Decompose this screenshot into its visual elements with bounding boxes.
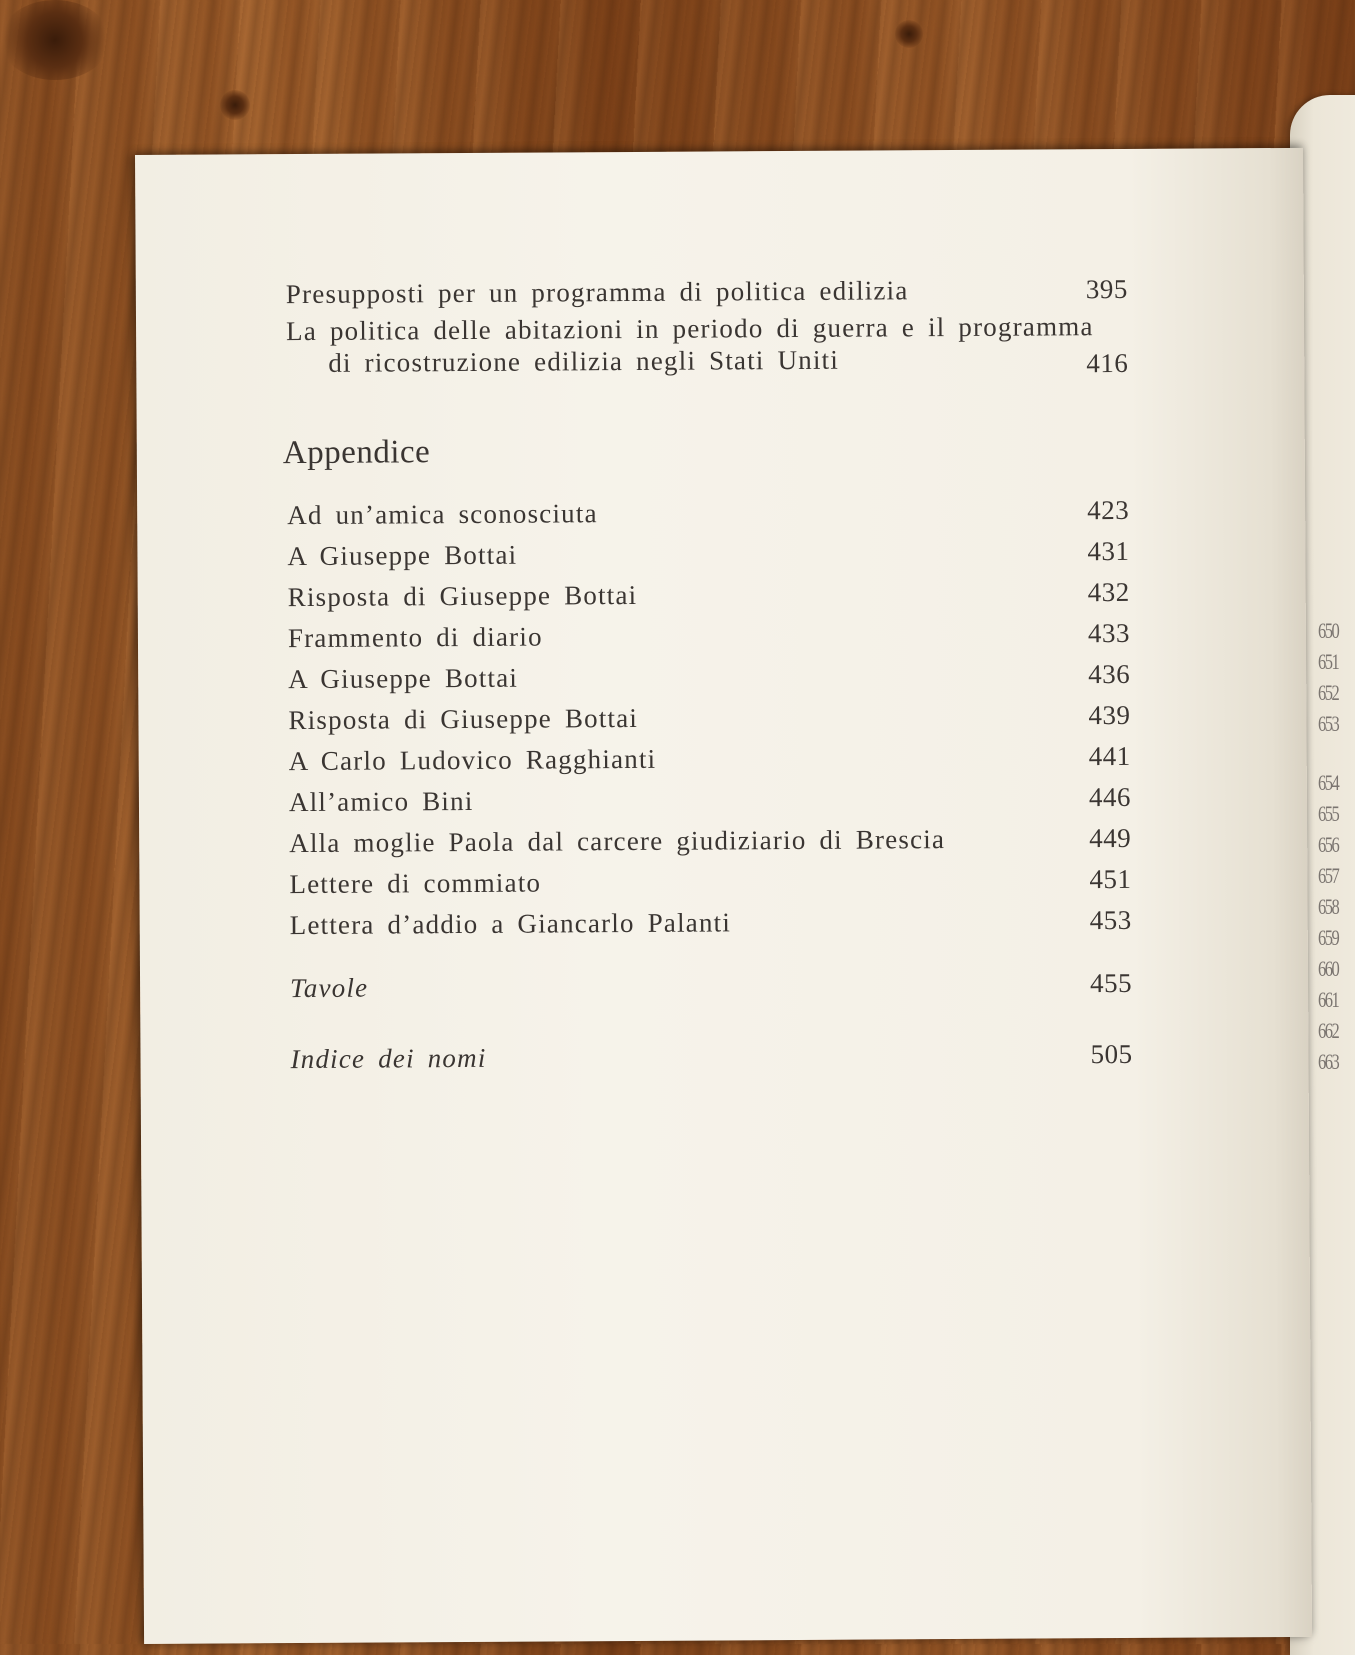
toc-entry-page: 453 [1089, 904, 1132, 936]
toc-entry-title: A Giuseppe Bottai [288, 662, 519, 695]
facing-page-number: 661 [1318, 987, 1339, 1012]
toc-entry-title: Lettere di commiato [289, 867, 542, 900]
toc-entry-title: A Carlo Ludovico Ragghianti [288, 743, 657, 777]
toc-entry-page: 431 [1087, 535, 1130, 567]
toc-entry-title-line2: di ricostruzione edilizia negli Stati Uniti [328, 344, 840, 378]
facing-page-number: 654 [1318, 770, 1339, 795]
wood-knot [220, 90, 250, 120]
toc-entry [289, 777, 1139, 823]
toc-entry-page: 455 [1089, 967, 1133, 999]
table-of-contents [282, 269, 1141, 1080]
facing-page-numbers [1318, 615, 1348, 1077]
toc-entry-page: 449 [1089, 822, 1132, 854]
toc-entry-title: A Giuseppe Bottai [287, 539, 518, 572]
toc-entry-title: Frammento di diario [287, 621, 543, 654]
toc-entry-title: Alla moglie Paola dal carcere giudiziario di Brescia [289, 824, 946, 859]
toc-entry-page: 432 [1087, 576, 1130, 608]
facing-page-number: 660 [1318, 956, 1339, 981]
toc-entry-title: Presupposti per un programma di politica edilizia [285, 275, 909, 310]
facing-page-number: 655 [1318, 801, 1339, 826]
toc-entry [288, 695, 1138, 741]
toc-entry [288, 613, 1138, 659]
toc-entry-page: 416 [1086, 347, 1129, 379]
toc-entry-title: Risposta di Giuseppe Bottai [288, 702, 639, 736]
toc-entry [290, 900, 1140, 946]
facing-page-number: 662 [1318, 1018, 1339, 1043]
toc-entry [286, 269, 1136, 315]
toc-entry-page: 505 [1090, 1038, 1133, 1070]
book-page [135, 148, 1312, 1644]
facing-page-number: 658 [1318, 894, 1339, 919]
toc-entry-page: 423 [1087, 494, 1130, 526]
toc-entry [289, 818, 1139, 864]
toc-entry [289, 736, 1139, 782]
toc-entry-title: Lettera d’addio a Giancarlo Palanti [289, 907, 732, 941]
wood-knot [895, 20, 923, 48]
facing-page-number: 663 [1318, 1049, 1339, 1074]
toc-entry [288, 654, 1138, 700]
toc-entry-page: 433 [1087, 617, 1131, 649]
facing-page-number: 656 [1318, 832, 1339, 857]
toc-entry-title: All’amico Bini [288, 785, 474, 818]
toc-entry-title [286, 310, 1094, 379]
toc-entry-title: Risposta di Giuseppe Bottai [287, 579, 638, 613]
toc-entry-page: 436 [1088, 658, 1131, 690]
facing-page-number: 653 [1318, 711, 1339, 736]
toc-entry [287, 531, 1137, 577]
toc-entry-title: Indice dei nomi [290, 1042, 487, 1075]
toc-entry-page: 451 [1089, 863, 1132, 895]
wood-knot [0, 0, 110, 80]
toc-entry [290, 963, 1140, 1009]
toc-entry-title: Ad un’amica sconosciuta [287, 498, 598, 531]
appendix-list [287, 490, 1140, 946]
toc-entry [289, 859, 1139, 905]
toc-entry-page: 446 [1088, 781, 1132, 813]
toc-entry-page: 439 [1088, 699, 1131, 731]
toc-entry [287, 490, 1137, 536]
toc-entry [288, 572, 1138, 618]
facing-page-number: 659 [1318, 925, 1339, 950]
facing-page-number: 651 [1318, 649, 1339, 674]
toc-entry [286, 310, 1136, 387]
facing-page-number: 652 [1318, 680, 1339, 705]
toc-entry-title-line1: La politica delle abitazioni in periodo di guerra e il programma [285, 311, 1094, 347]
toc-entry [290, 1034, 1140, 1080]
facing-page-number: 650 [1318, 618, 1339, 643]
section-heading: Appendice [282, 434, 431, 472]
toc-entry-page: 441 [1088, 740, 1131, 772]
facing-page-number: 657 [1318, 863, 1339, 888]
toc-entry-title: Tavole [290, 972, 369, 1004]
toc-entry-page: 395 [1085, 273, 1128, 305]
